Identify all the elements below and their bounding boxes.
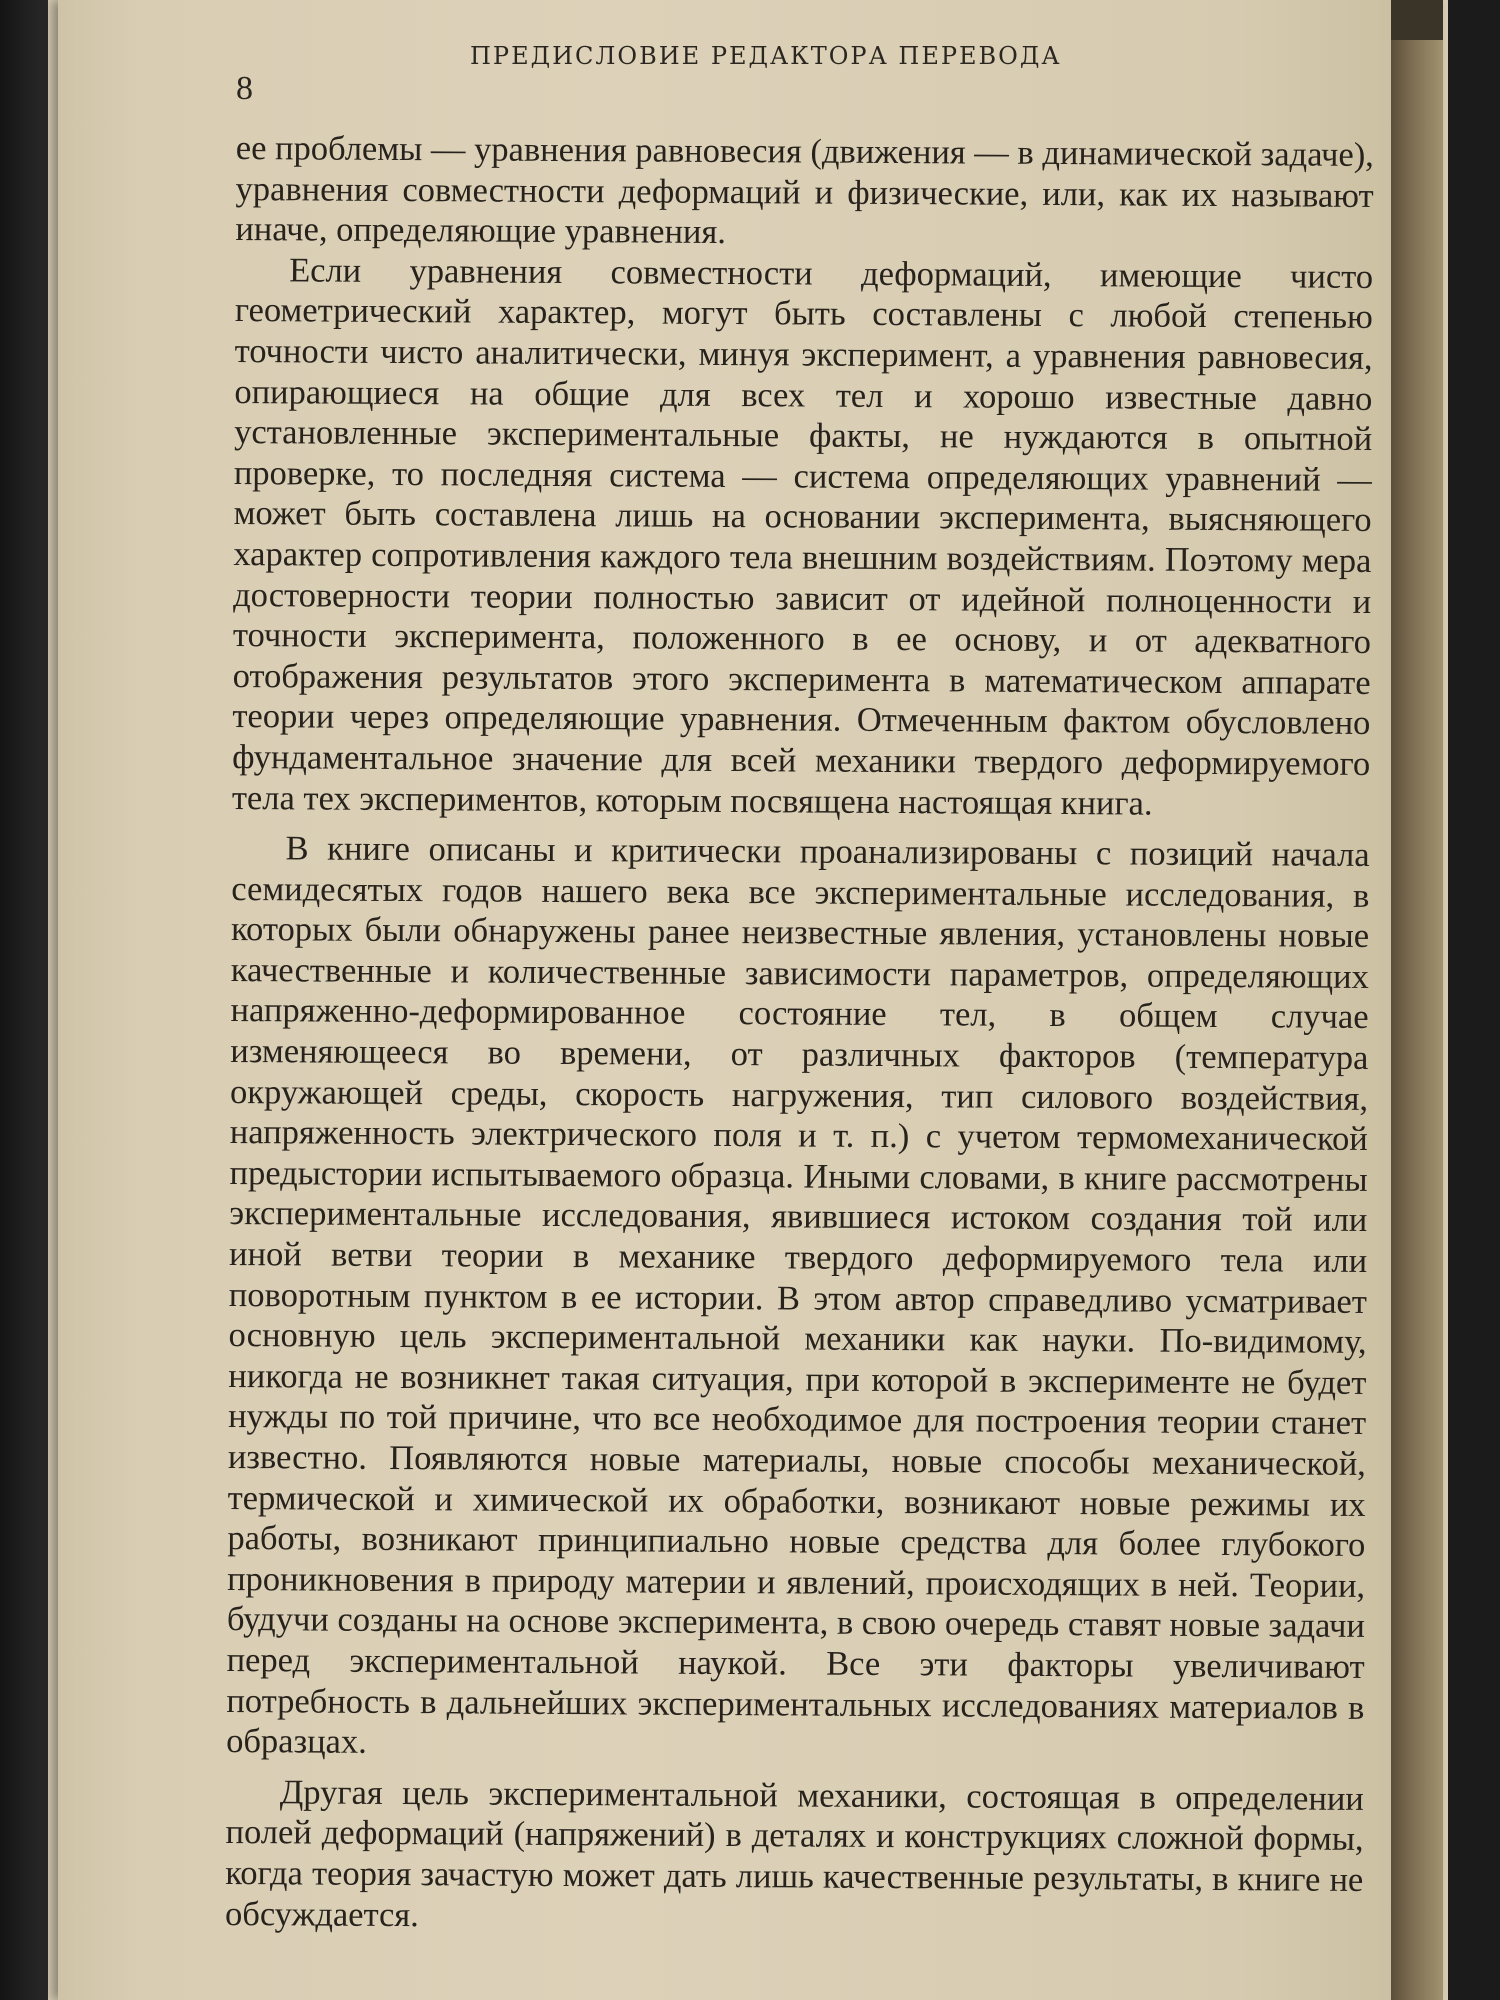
- running-header: ПРЕДИСЛОВИЕ РЕДАКТОРА ПЕРЕВОДА: [470, 42, 1062, 70]
- adjacent-page-corner: [1391, 0, 1443, 40]
- page-number: 8: [236, 70, 253, 107]
- paragraph-3: В книге описаны и критически проанализированы с позиций начала семидесятых годов нашего века все экспериментальные исследования, в которых были обнаружены ранее неизвестные явления, установлены новые качественные и количественные зависимости параметров, определяющих напряженно-деформированное состояние тел, в общем случае изменяющееся во времени, от различных факторов (температура окружающей среды, скорость нагружения, тип силового воздействия, напряженность электрического поля и т. п.) с учетом термомеханической предыстории испытываемого образца. Иными словами, в книге рассмотрены экспериментальные исследования, явившиеся истоком создания той или иной ветви теории в механике твердого деформируемого тела или поворотным пунктом в ее истории. В этом автор справедливо усматривает основную цель экспериментальной механики как науки. По-видимому, никогда не возникнет такая ситуация, при которой в эксперименте не будет нужды по той причине, что все необходимое для построения теории станет известно. Появляются новые материалы, новые способы механической, термической и химической их обработки, возникают новые режимы их работы, возникают принципиально новые средства для более глубокого проникновения в природу материи и явлений, происходящих в ней. Теории, будучи созданы на основе эксперимента, в свою очередь ставят новые задачи перед экспериментальной наукой. Все эти факторы увеличивают потребность в дальнейших экспериментальных исследованиях материалов в образцах.: [226, 829, 1370, 1761]
- paragraph-4: Другая цель экспериментальной механики, состоящая в определении полей деформаций (напряжений) в деталях и конструкциях сложной формы, когда теория зачастую может дать лишь качественные результаты, в книге не обсуждается.: [224, 1773, 1364, 1934]
- body-text: [225, 128, 1374, 1941]
- paragraph-2: Если уравнения совместности деформаций, имеющие чисто геометрический характер, могут быть составлены с любой степенью точности чисто аналитически, минуя эксперимент, а уравнения равновесия, опирающиеся на общие для всех тел и хорошо известные давно установленные экспериментальные факты, не нуждаются в опытной проверке, то последняя система — система определяющих уравнений — может быть составлена лишь на основании эксперимента, выясняющего характер сопротивления каждого тела внешним воздействиям. Поэтому мера достоверности теории полностью зависит от идейной полноценности и точности эксперимента, положенного в ее основу, и от адекватного отображения результатов этого эксперимента в математическом аппарате теории через определяющие уравнения. Отмеченным фактом обусловлено фундаментальное значение для всей механики твердого деформируемого тела тех экспериментов, которым посвящена настоящая книга.: [231, 251, 1374, 823]
- paragraph-1: ее проблемы — уравнения равновесия (движения — в динамической задаче), уравнения совместности деформаций и физические, или, как их называют иначе, определяющие уравнения.: [235, 128, 1374, 252]
- adjacent-page-edge: [1391, 0, 1443, 2000]
